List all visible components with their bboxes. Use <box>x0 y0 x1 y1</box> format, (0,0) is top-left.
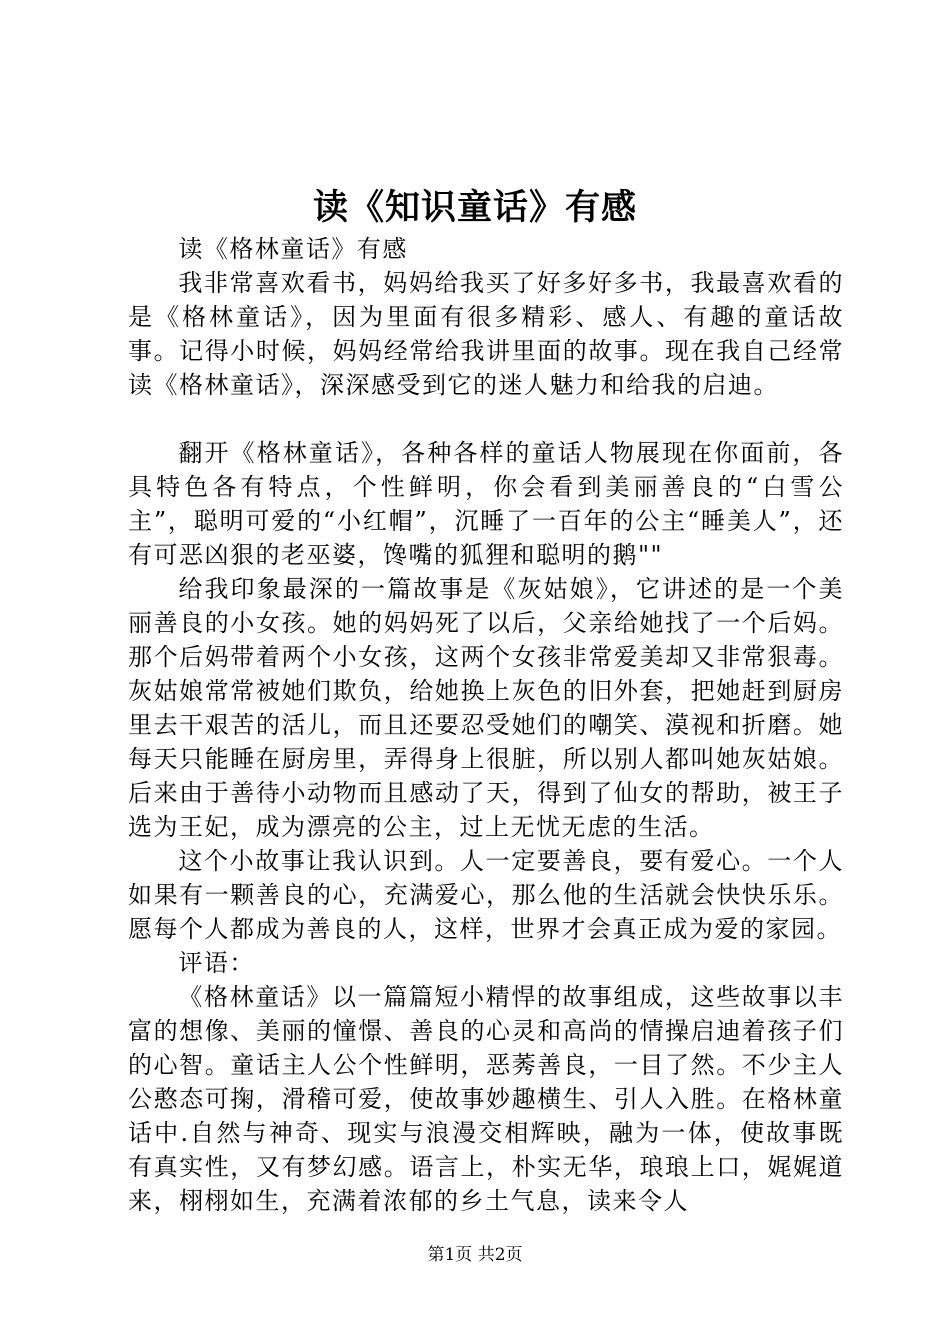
subtitle-paragraph: 读《格林童话》有感 <box>178 235 408 263</box>
body-paragraph: 给我印象最深的一篇故事是《灰姑娘》，它讲述的是一个美丽善良的小女孩。她的妈妈死了以后，父亲给她找了一个后妈。那个后妈带着两个小女孩，这两个女孩非常爱美却又非常狠毒。灰姑娘常常被她们欺负，给她换上灰色的旧外套，把她赶到厨房里去干艰苦的活儿，而且还要忍受她们的嘲笑、漠视和折磨。她每天只能睡在厨房里，弄得身上很脏，所以别人都叫她灰姑娘。后来由于善待小动物而且感动了天，得到了仙女的帮助，被王子选为王妃，成为漂亮的公主，过上无忧无虑的生活。 <box>128 575 844 841</box>
document-body <box>128 232 844 1218</box>
comment-heading: 评语： <box>178 949 255 977</box>
page-title: 读《知识童话》有感 <box>312 187 637 228</box>
page-footer: 第1页 共2页 <box>427 1245 523 1265</box>
body-paragraph: 翻开《格林童话》，各种各样的童话人物展现在你面前，各具特色各有特点，个性鲜明，你会看到美丽善良的“白雪公主”，聪明可爱的“小红帽”，沉睡了一百年的公主“睡美人”，还有可恶凶狠的老巫婆，馋嘴的狐狸和聪明的鹅"" <box>128 439 844 569</box>
body-paragraph: 这个小故事让我认识到。人一定要善良，要有爱心。一个人如果有一颗善良的心，充满爱心，那么他的生活就会快快乐乐。愿每个人都成为善良的人，这样，世界才会真正成为爱的家园。 <box>128 847 844 943</box>
body-paragraph: 《格林童话》以一篇篇短小精悍的故事组成，这些故事以丰富的想像、美丽的憧憬、善良的心灵和高尚的情操启迪着孩子们的心智。童话主人公个性鲜明，恶莠善良，一目了然。不少主人公憨态可掬，滑稽可爱，使故事妙趣横生、引人入胜。在格林童话中.自然与神奇、现实与浪漫交相辉映，融为一体，使故事既有真实性，又有梦幻感。语言上，朴实无华，琅琅上口，娓娓道来，栩栩如生，充满着浓郁的乡土气息，读来令人 <box>128 983 844 1215</box>
body-paragraph: 我非常喜欢看书，妈妈给我买了好多好多书，我最喜欢看的是《格林童话》，因为里面有很多精彩、感人、有趣的童话故事。记得小时候，妈妈经常给我讲里面的故事。现在我自己经常读《格林童话》，深深感受到它的迷人魅力和给我的启迪。 <box>128 269 844 399</box>
